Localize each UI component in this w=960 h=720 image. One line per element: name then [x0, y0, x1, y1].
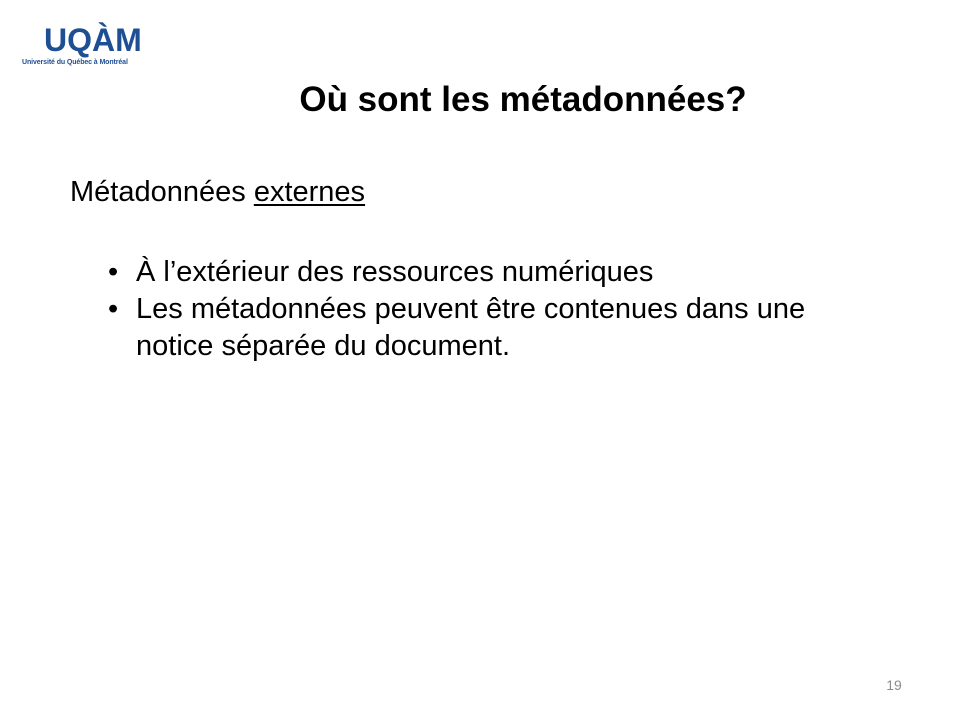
- bullet-item: [108, 254, 888, 291]
- logo-subtitle: Université du Québec à Montréal: [22, 59, 128, 66]
- bullet-item: [108, 291, 888, 365]
- bullet-text: À l’extérieur des ressources numériques: [136, 256, 654, 288]
- subtitle-underlined: externes: [253, 176, 366, 208]
- page-number: 19: [886, 677, 902, 693]
- uqam-logo: [22, 22, 142, 68]
- bullet-list: [108, 254, 888, 365]
- slide-title: Où sont les métadonnées?: [299, 80, 747, 119]
- bullet-dot-icon: •: [108, 293, 119, 325]
- bullet-dot-icon: •: [108, 256, 119, 288]
- slide-subtitle: [70, 173, 365, 211]
- logo-mark: UQÀM: [44, 22, 142, 58]
- bullet-text: Les métadonnées peuvent être contenues dans une notice séparée du document.: [136, 293, 806, 362]
- subtitle-prefix: Métadonnées: [70, 176, 254, 208]
